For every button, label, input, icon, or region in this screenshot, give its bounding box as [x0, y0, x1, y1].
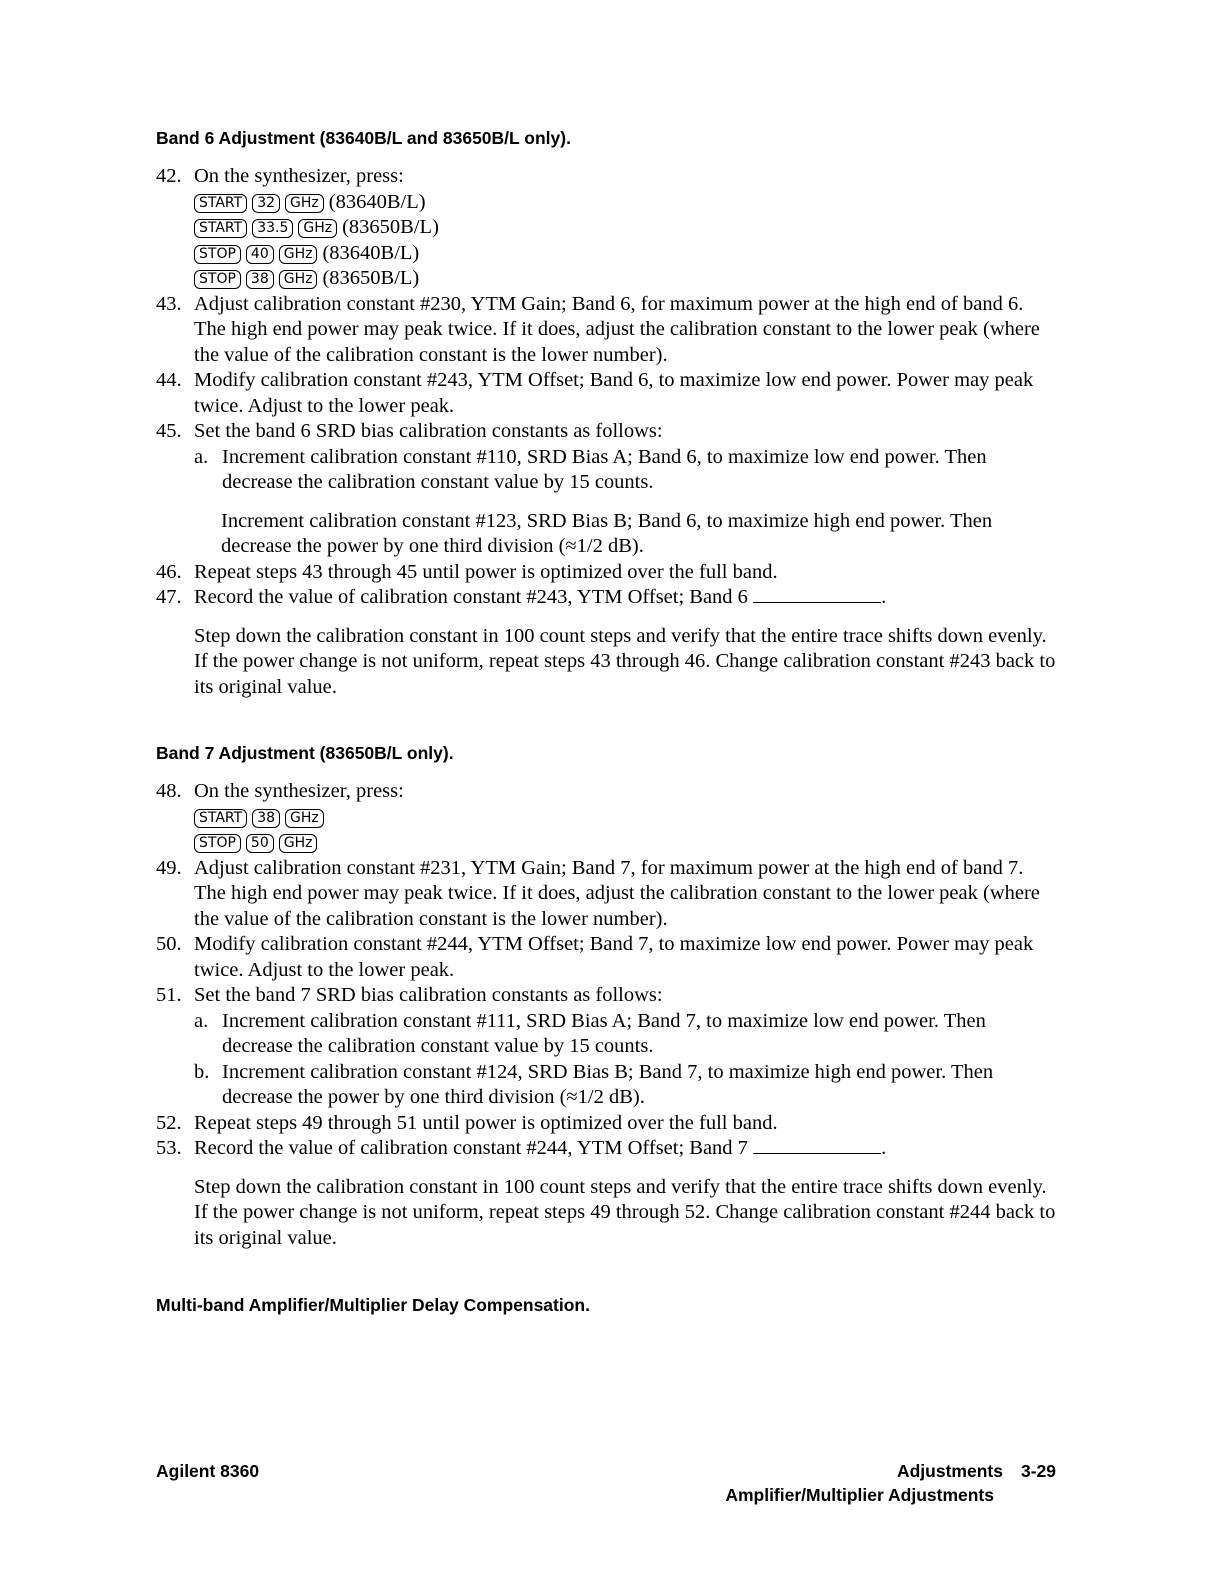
step-45b-paragraph: Increment calibration constant #123, SRD Bias B; Band 6, to maximize high end power. Then decrease the power by one third division (≈1/2 dB).	[221, 509, 993, 557]
key-row-5	[156, 805, 1056, 831]
ghz-key: GHz	[279, 245, 318, 264]
numeric-key: 50	[246, 834, 274, 853]
model-note: (83640B/L)	[328, 190, 426, 213]
ghz-key: GHz	[285, 809, 324, 828]
step-47: 47. Record the value of calibration constant #243, YTM Offset; Band 6 .	[156, 586, 887, 608]
model-note: (83650B/L)	[342, 216, 439, 238]
band6-steps	[156, 164, 1056, 700]
footer-section	[897, 1461, 1056, 1482]
footer-product: Agilent 8360	[156, 1461, 260, 1481]
key-row-2	[156, 215, 1056, 241]
step-42: 42. On the synthesizer, press:	[156, 165, 404, 187]
band6-note: Step down the calibration constant in 100 count steps and verify that the entire trace shifts down evenly. If the power change is not uniform, repeat steps 43 through 46. Change calibration constant #243 back to its original value.	[194, 624, 1056, 698]
footer-section-title: Adjustments	[896, 1461, 1003, 1481]
footer-subsection: Amplifier/Multiplier Adjustments	[725, 1485, 994, 1505]
band7-note: Step down the calibration constant in 100 count steps and verify that the entire trace shifts down evenly. If the power change is not uniform, repeat steps 49 through 52. Change calibration constant #244 back to its original value.	[194, 1175, 1056, 1249]
start-key: START	[194, 194, 247, 213]
ghz-key: GHz	[279, 270, 318, 289]
step-48: 48. On the synthesizer, press:	[156, 780, 404, 802]
step-51b: b. Increment calibration constant #124, SRD Bias B; Band 7, to maximize high end power. Then decrease the power by one third division (≈1/2 dB).	[194, 1060, 994, 1108]
key-row-4	[156, 266, 1056, 292]
record-blank	[753, 1136, 881, 1154]
model-note: (83650B/L)	[322, 267, 420, 289]
stop-key: STOP	[194, 270, 241, 289]
stop-key: STOP	[194, 834, 241, 853]
step-51: 51. Set the band 7 SRD bias calibration constants as follows:	[156, 984, 663, 1006]
step-50: 50. Modify calibration constant #244, YTM Offset; Band 7, to maximize low end power. Power may peak twice. Adjust to the lower peak.	[156, 933, 1034, 981]
step-53: 53. Record the value of calibration constant #244, YTM Offset; Band 7 .	[156, 1137, 887, 1159]
multiband-heading: Multi-band Amplifier/Multiplier Delay Compensation.	[156, 1295, 590, 1315]
step-44: 44. Modify calibration constant #243, YTM Offset; Band 6, to maximize low end power. Power may peak twice. Adjust to the lower peak.	[156, 369, 1034, 417]
numeric-key: 38	[252, 809, 280, 828]
record-blank	[753, 585, 881, 603]
stop-key: STOP	[194, 245, 241, 264]
key-row-6	[156, 830, 1056, 856]
band7-heading: Band 7 Adjustment (83650B/L only).	[156, 743, 454, 763]
step-46: 46. Repeat steps 43 through 45 until power is optimized over the full band.	[156, 560, 778, 583]
step-45a: a. Increment calibration constant #110, SRD Bias A; Band 6, to maximize low end power. Then decrease the calibration constant value by 15 counts.	[194, 445, 987, 493]
start-key: START	[194, 809, 247, 828]
step-52: 52. Repeat steps 49 through 51 until power is optimized over the full band.	[156, 1111, 778, 1134]
band6-heading: Band 6 Adjustment (83640B/L and 83650B/L only).	[156, 128, 571, 148]
numeric-key: 40	[246, 245, 274, 264]
ghz-key: GHz	[285, 194, 324, 213]
ghz-key: GHz	[279, 834, 318, 853]
step-45: 45. Set the band 6 SRD bias calibration constants as follows:	[156, 420, 663, 442]
model-note: (83640B/L)	[322, 241, 420, 264]
step-49: 49. Adjust calibration constant #231, YTM Gain; Band 7, for maximum power at the high end of band 7. The high end power may peak twice. If it does, adjust the calibration constant to the lower peak (where the value of the calibration constant is the lower number).	[156, 856, 1040, 930]
band7-steps	[156, 779, 1056, 1251]
step-51a: a. Increment calibration constant #111, SRD Bias A; Band 7, to maximize low end power. Then decrease the calibration constant value by 15 counts.	[194, 1009, 986, 1057]
key-row-3	[156, 241, 1056, 267]
page-number: 3-29	[1020, 1461, 1056, 1481]
ghz-key: GHz	[298, 219, 337, 238]
step-43: 43. Adjust calibration constant #230, YTM Gain; Band 6, for maximum power at the high end of band 6. The high end power may peak twice. If it does, adjust the calibration constant to the lower peak (where the value of the calibration constant is the lower number).	[156, 292, 1040, 366]
numeric-key: 33.5	[252, 219, 293, 238]
numeric-key: 32	[252, 194, 280, 213]
numeric-key: 38	[246, 270, 274, 289]
key-row-1	[156, 190, 1056, 216]
start-key: START	[194, 219, 247, 238]
